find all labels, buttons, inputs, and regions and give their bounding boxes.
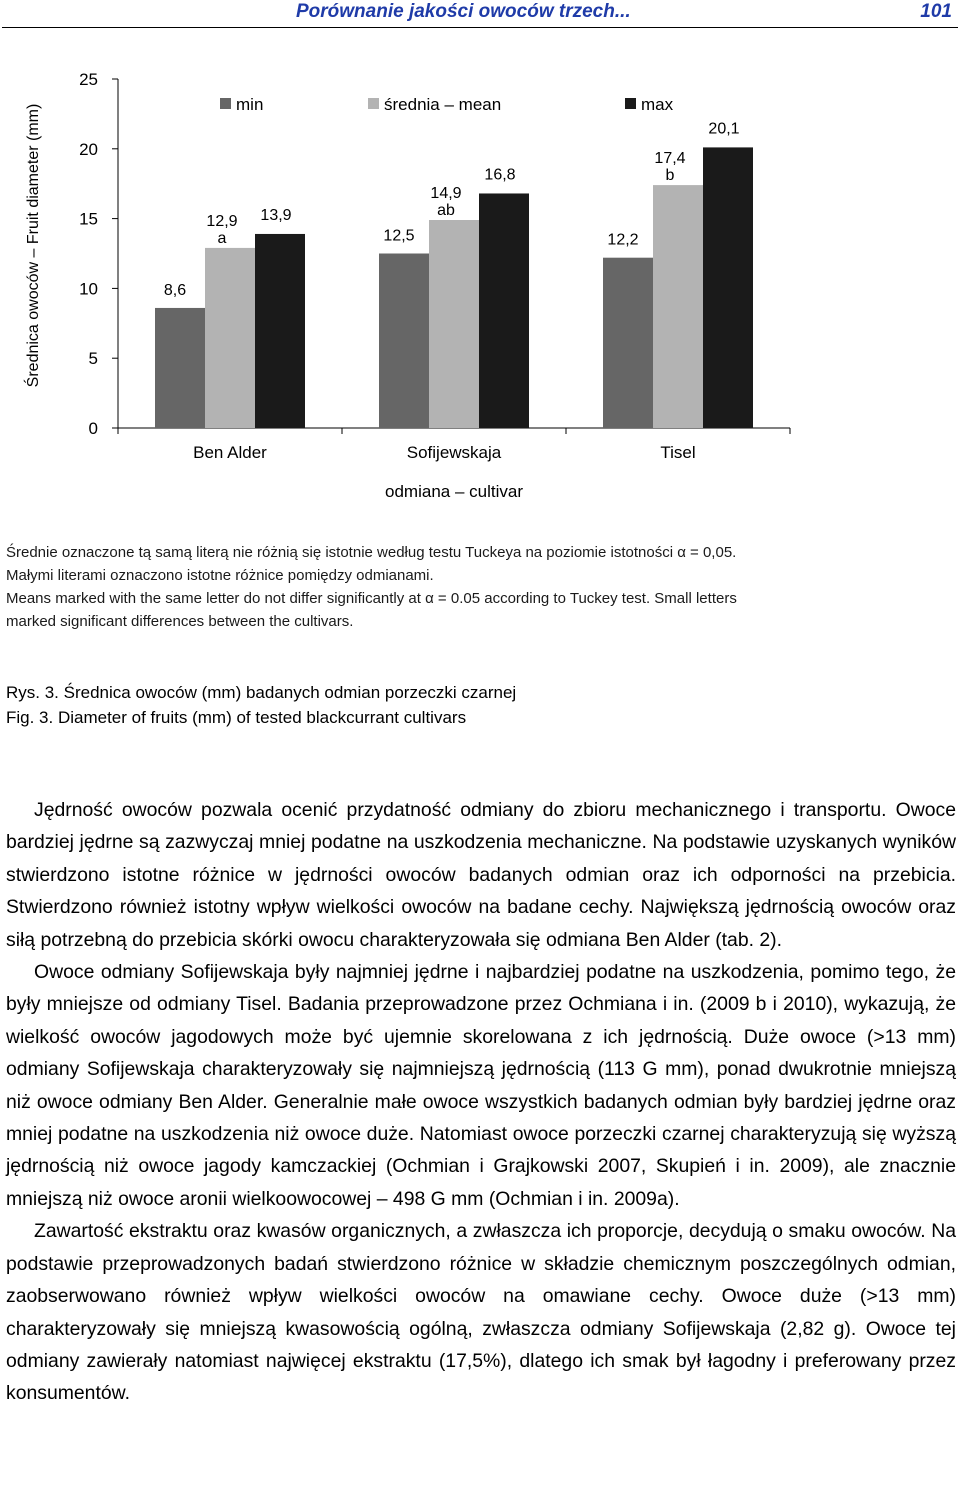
y-axis-title: Średnica owoców – Fruit diameter (mm) (25, 103, 42, 388)
y-tick-label: 20 (79, 139, 98, 159)
significance-letter: b (665, 167, 675, 185)
y-tick-label: 0 (88, 419, 98, 438)
note-pl-line-1: Średnie oznaczone tą samą literą nie różnią się istotnie według testu Tuckeya na poziomie istotności α = 0,05. (6, 544, 737, 561)
bar-value-label: 17,4 (654, 150, 686, 168)
bar (479, 193, 529, 428)
y-tick-label: 5 (88, 349, 98, 369)
legend-label: średnia – mean (384, 95, 502, 114)
legend-swatch (220, 98, 231, 109)
bar (379, 254, 429, 429)
x-axis-title: odmiana – cultivar (385, 482, 523, 501)
note-en-line-1: Means marked with the same letter do not differ significantly at α = 0.05 according to Tuckey test. Small letters (6, 590, 737, 607)
legend-label: max (641, 95, 674, 114)
bar-value-label: 20,1 (708, 120, 740, 138)
bar-value-label: 14,9 (430, 184, 462, 202)
fruit-diameter-chart (0, 40, 960, 510)
x-category-label: Sofijewskaja (406, 443, 502, 462)
bar-value-label: 12,9 (206, 212, 238, 230)
caption-en: Fig. 3. Diameter of fruits (mm) of tested blackcurrant cultivars (6, 708, 467, 727)
bar (603, 258, 653, 428)
bar-value-label: 12,2 (607, 231, 639, 249)
running-title: Porównanie jakości owoców trzech... (296, 1, 631, 22)
significance-letter: a (217, 229, 227, 247)
page-number: 101 (920, 1, 952, 22)
significance-letter: ab (437, 201, 455, 219)
bar (155, 308, 205, 428)
paragraph-sofijewskaja: Owoce odmiany Sofijewskaja były najmniej jędrne i najbardziej podatne na uszkodzenia, pomimo tego, że były mniejsze od odmiany Tisel. Badania przeprowadzone przez Ochmiana i in. (2009 b i 2010), wykazują, że wielkość owoców jagodowych może być ujemnie skorelowana z ich jędrnością. Duże owoce (>13 mm) odmiany Sofijewskaja charakteryzowały się najmniejszą jędrnością (113 G mm), ponad dwukrotnie mniejszą niż owoce odmiany Ben Alder. Generalnie małe owoce wszystkich badanych odmian były bardziej jędrne oraz mniej podatne na uszkodzenia niż owoce duże. Natomiast owoce porzeczki czarnej charakteryzują się wyższą jędrnością niż owoce jagody kamczackiej (Ochmian i Grajkowski 2007, Skupień i in. 2009), ale znacznie mniejszą niż owoce aronii wielkoowocowej – 498 G mm (Ochmian i in. 2009a). (6, 961, 956, 1210)
body-text (6, 794, 956, 1410)
note-en-line-2: marked significant differences between the cultivars. (6, 613, 354, 630)
x-category-label: Ben Alder (193, 443, 267, 462)
y-tick-label: 15 (79, 209, 98, 229)
bar-value-label: 8,6 (163, 281, 187, 299)
bar (653, 185, 703, 428)
page-header (0, 0, 960, 28)
bar-value-label: 13,9 (260, 206, 292, 224)
y-tick-label: 10 (79, 279, 98, 299)
bar-value-label: 12,5 (383, 227, 415, 245)
bar (255, 234, 305, 428)
y-tick-label: 25 (79, 70, 98, 89)
header-rule (2, 27, 958, 28)
figure-caption (6, 680, 956, 730)
x-category-label: Tisel (660, 443, 696, 462)
legend-swatch (368, 98, 379, 109)
paragraph-extract: Zawartość ekstraktu oraz kwasów organicznych, a zwłaszcza ich proporcje, decydują o smaku owoców. Na podstawie przeprowadzonych badań stwierdzono różnice w składzie chemicznym poszczególnych odmian, zaobserwowano również wpływ wielkości owoców na omawiane cechy. Owoce duże (>13 mm) charakteryzowały się mniejszą kwasowością ogólną, zwłaszcza odmiany Sofijewskaja (2,82 g). Owoce tej odmiany zawierały natomiast najwięcej ekstraktu (17,5%), dlatego ich smak był łagodny i preferowany przez konsumentów. (6, 1220, 956, 1405)
legend-swatch (625, 98, 636, 109)
bar (205, 248, 255, 428)
bar (703, 147, 753, 428)
caption-pl: Rys. 3. Średnica owoców (mm) badanych odmian porzeczki czarnej (6, 683, 517, 702)
chart-legend (220, 95, 674, 114)
paragraph-firmness: Jędrność owoców pozwala ocenić przydatność odmiany do zbioru mechanicznego i transportu. Owoce bardziej jędrne są zazwyczaj mniej podatne na uszkodzenia mechaniczne. Na podstawie uzyskanych wyników stwierdzono istotne różnice w jędrności owoców badanych odmian oraz ich odporności na przebicia. Stwierdzono również istotny wpływ wielkości owoców na badane cechy. Największą jędrnością owoców oraz siłą potrzebną do przebicia skórki owocu charakteryzowała się odmiana Ben Alder (tab. 2). (6, 799, 956, 951)
legend-label: min (236, 95, 264, 114)
note-pl-line-2: Małymi literami oznaczono istotne różnice pomiędzy odmianami. (6, 567, 434, 584)
bar-value-label: 16,8 (484, 166, 516, 184)
chart-note (6, 541, 956, 633)
bar (429, 220, 479, 428)
